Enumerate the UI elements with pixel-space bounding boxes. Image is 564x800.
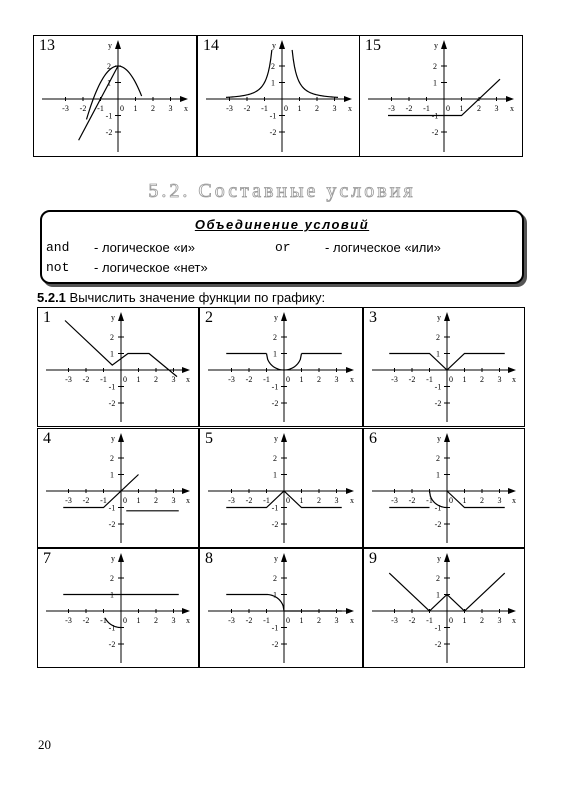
graph-panel-13 [33,35,197,157]
keyword-and: and [46,240,70,255]
y-tick-label: 2 [273,574,277,583]
x-tick-label: 2 [477,104,481,113]
x-tick-label: 0 [286,375,290,384]
graph-4 [38,429,200,549]
x-axis-label: x [350,616,354,625]
y-tick-label: -1 [271,623,279,633]
y-tick-label: 2 [273,454,277,463]
y-tick-label: -2 [271,520,279,529]
x-tick-label: -2 [82,616,90,625]
x-axis-label: x [512,375,516,384]
y-tick-label: -2 [108,520,116,529]
x-tick-label: -2 [245,616,253,625]
x-tick-label: -1 [423,104,430,113]
x-tick-label: -2 [408,496,416,505]
graph-14 [198,36,362,158]
x-tick-label: 0 [449,375,453,384]
x-axis-label: x [350,375,354,384]
x-axis-arrow [182,367,190,373]
graph-8 [200,549,364,669]
x-tick-label: 1 [136,616,141,625]
keyword-or-description: - логическое «или» [325,240,441,255]
graph-panel-9 [363,548,525,668]
y-axis-arrow [279,40,285,49]
x-tick-label: -2 [243,104,251,113]
x-tick-label: 0 [286,496,290,505]
x-tick-label: -2 [408,375,416,384]
y-tick-label: -1 [105,111,113,121]
y-tick-label: -1 [108,503,116,513]
y-axis-arrow [281,312,287,321]
x-tick-label: 0 [286,616,290,625]
graph-panel-14 [197,35,361,157]
x-tick-label: 1 [299,375,304,384]
x-tick-label: -3 [391,616,398,625]
graph-number: 4 [43,430,51,447]
x-tick-label: -2 [245,375,253,384]
x-tick-label: 1 [299,496,304,505]
function-curve [226,50,272,97]
graph-panel-15 [359,35,523,157]
y-axis-label: y [274,313,278,322]
x-tick-label: 1 [462,616,467,625]
graph-number: 2 [205,309,213,326]
y-tick-label: -1 [434,623,442,633]
graph-6 [364,429,526,549]
x-tick-label: -1 [426,375,433,384]
x-tick-label: -3 [228,375,235,384]
y-tick-label: -2 [434,520,442,529]
x-tick-label: 2 [480,375,484,384]
x-tick-label: -2 [82,375,90,384]
graph-number: 5 [205,430,213,447]
graph-panel-1 [37,307,199,427]
y-tick-label: -2 [108,640,116,649]
y-axis-arrow [281,433,287,442]
graph-panel-4 [37,428,199,548]
y-tick-label: 2 [271,62,275,71]
keyword-or: or [275,240,291,255]
x-axis-label: x [510,104,514,113]
x-tick-label: 1 [299,616,304,625]
graph-panel-7 [37,548,199,668]
x-axis-label: x [348,104,352,113]
y-axis-label: y [437,313,441,322]
x-tick-label: -3 [65,616,72,625]
graph-2 [200,308,364,428]
y-tick-label: 2 [110,333,114,342]
graph-5 [200,429,364,549]
x-axis-label: x [512,496,516,505]
graph-3 [364,308,526,428]
x-axis-label: x [186,616,190,625]
task-number: 5.2.1 [37,290,66,305]
graph-panel-6 [363,428,525,548]
conditions-box-title: Объединение условий [194,217,370,232]
graph-9 [364,549,526,669]
x-tick-label: -1 [263,375,270,384]
x-axis-label: x [186,375,190,384]
y-axis-arrow [444,553,450,562]
x-tick-label: -3 [226,104,233,113]
y-tick-label: -1 [271,382,279,392]
graph-number: 15 [365,37,381,54]
task-line [37,290,325,305]
y-tick-label: 2 [433,62,437,71]
y-tick-label: -1 [108,382,116,392]
x-tick-label: 0 [449,496,453,505]
y-axis-label: y [434,41,438,50]
x-tick-label: 3 [497,616,502,625]
y-tick-label: 1 [436,470,440,480]
x-tick-label: 3 [497,375,502,384]
x-axis-arrow [346,608,354,614]
graph-13 [34,36,198,158]
x-tick-label: -1 [100,375,107,384]
x-tick-label: 0 [449,616,453,625]
x-axis-arrow [508,608,516,614]
x-axis-arrow [506,96,514,102]
y-axis-arrow [118,312,124,321]
y-axis-arrow [118,433,124,442]
graph-7 [38,549,200,669]
y-axis-label: y [111,313,115,322]
keyword-not-description: - логическое «нет» [94,260,208,275]
y-tick-label: -1 [269,111,277,121]
x-tick-label: -3 [391,496,398,505]
x-tick-label: 0 [123,375,127,384]
x-axis-label: x [184,104,188,113]
x-tick-label: -1 [426,616,433,625]
y-axis-label: y [274,554,278,563]
graph-panel-3 [363,307,525,427]
y-tick-label: -1 [108,623,116,633]
x-tick-label: 2 [154,496,158,505]
x-tick-label: 2 [317,375,321,384]
x-tick-label: 2 [315,104,319,113]
page-number: 20 [38,737,51,752]
y-axis-label: y [111,554,115,563]
x-tick-label: 3 [334,616,339,625]
x-tick-label: -3 [62,104,69,113]
x-tick-label: 1 [462,375,467,384]
y-tick-label: 2 [436,454,440,463]
y-axis-label: y [437,554,441,563]
y-tick-label: 1 [273,349,277,359]
y-tick-label: 1 [273,590,277,600]
x-axis-arrow [346,367,354,373]
y-tick-label: 1 [271,78,275,88]
y-tick-label: -2 [269,128,277,137]
function-curve [292,50,338,97]
x-tick-label: 2 [154,375,158,384]
section-title: 5.2. Составные условия [148,180,416,202]
x-tick-label: -1 [100,616,107,625]
y-tick-label: 2 [273,333,277,342]
y-axis-arrow [118,553,124,562]
graph-number: 13 [39,37,55,54]
keyword-and-description: - логическое «и» [94,240,196,255]
x-axis-arrow [508,488,516,494]
function-curve [267,595,285,612]
x-tick-label: -1 [263,616,270,625]
graph-1 [38,308,200,428]
y-axis-label: y [111,434,115,443]
y-tick-label: -1 [431,111,439,121]
graph-15 [360,36,524,158]
x-tick-label: -3 [65,375,72,384]
function-curve [430,491,448,508]
x-tick-label: 1 [462,496,467,505]
x-tick-label: 2 [151,104,155,113]
x-tick-label: 1 [136,496,141,505]
y-axis-arrow [444,433,450,442]
function-curve [447,491,505,508]
y-tick-label: 1 [436,349,440,359]
x-axis-arrow [182,488,190,494]
x-axis-arrow [180,96,188,102]
x-tick-label: -3 [391,375,398,384]
x-tick-label: -3 [228,496,235,505]
x-axis-label: x [512,616,516,625]
x-tick-label: -2 [245,496,253,505]
y-axis-arrow [444,312,450,321]
x-axis-arrow [346,488,354,494]
y-tick-label: 1 [110,470,114,480]
graph-panel-8 [199,548,363,668]
x-tick-label: -2 [408,616,416,625]
y-tick-label: -2 [434,640,442,649]
y-tick-label: 1 [433,78,437,88]
x-tick-label: 2 [480,496,484,505]
task-text: Вычислить значение функции по графику: [65,290,326,305]
keyword-not: not [46,260,70,275]
graph-number: 14 [203,37,219,54]
y-axis-arrow [441,40,447,49]
y-tick-label: 2 [107,62,111,71]
graph-number: 9 [369,550,377,567]
graph-number: 8 [205,550,213,567]
x-tick-label: 1 [133,104,138,113]
x-tick-label: -2 [82,496,90,505]
x-axis-arrow [508,367,516,373]
graph-panel-5 [199,428,363,548]
y-tick-label: 1 [110,349,114,359]
x-tick-label: 0 [120,104,124,113]
y-tick-label: -2 [271,640,279,649]
x-tick-label: 0 [123,616,127,625]
x-axis-label: x [186,496,190,505]
x-tick-label: 3 [334,375,339,384]
x-tick-label: -1 [426,496,433,505]
x-tick-label: 2 [317,496,321,505]
y-tick-label: -1 [434,382,442,392]
y-axis-label: y [108,41,112,50]
y-axis-label: y [272,41,276,50]
x-tick-label: -1 [263,496,270,505]
x-tick-label: -1 [100,496,107,505]
x-tick-label: 3 [171,616,176,625]
graph-number: 3 [369,309,377,326]
x-tick-label: 0 [446,104,450,113]
y-axis-label: y [437,434,441,443]
x-tick-label: 3 [168,104,173,113]
x-tick-label: -1 [261,104,268,113]
y-axis-arrow [115,40,121,49]
x-tick-label: 2 [154,616,158,625]
y-tick-label: 1 [273,470,277,480]
y-tick-label: 2 [110,454,114,463]
x-tick-label: -2 [79,104,87,113]
x-tick-label: 1 [136,375,141,384]
graph-panel-2 [199,307,363,427]
y-tick-label: 2 [436,333,440,342]
x-tick-label: -3 [388,104,395,113]
y-tick-label: 2 [436,574,440,583]
y-tick-label: 2 [110,574,114,583]
conditions-box [40,210,524,284]
x-tick-label: 3 [171,375,176,384]
y-tick-label: -2 [431,128,439,137]
y-axis-arrow [281,553,287,562]
x-tick-label: 0 [123,496,127,505]
y-tick-label: 1 [436,590,440,600]
y-tick-label: -2 [105,128,113,137]
x-tick-label: 0 [284,104,288,113]
y-tick-label: 1 [110,590,114,600]
y-tick-label: -1 [434,503,442,513]
x-tick-label: -3 [228,616,235,625]
x-tick-label: 3 [494,104,499,113]
y-tick-label: -2 [108,399,116,408]
y-tick-label: 1 [107,78,111,88]
graph-number: 1 [43,309,51,326]
x-tick-label: 2 [317,616,321,625]
x-tick-label: 3 [171,496,176,505]
x-tick-label: 3 [332,104,337,113]
x-tick-label: -1 [97,104,104,113]
x-axis-arrow [344,96,352,102]
x-axis-arrow [182,608,190,614]
x-tick-label: 1 [297,104,302,113]
x-tick-label: 1 [459,104,464,113]
y-tick-label: -2 [271,399,279,408]
x-tick-label: 3 [497,496,502,505]
y-tick-label: -2 [434,399,442,408]
x-tick-label: 2 [480,616,484,625]
x-axis-label: x [350,496,354,505]
x-tick-label: 3 [334,496,339,505]
graph-number: 7 [43,550,51,567]
x-tick-label: -2 [405,104,413,113]
y-axis-label: y [274,434,278,443]
x-tick-label: -3 [65,496,72,505]
y-tick-label: -1 [271,503,279,513]
graph-number: 6 [369,430,377,447]
